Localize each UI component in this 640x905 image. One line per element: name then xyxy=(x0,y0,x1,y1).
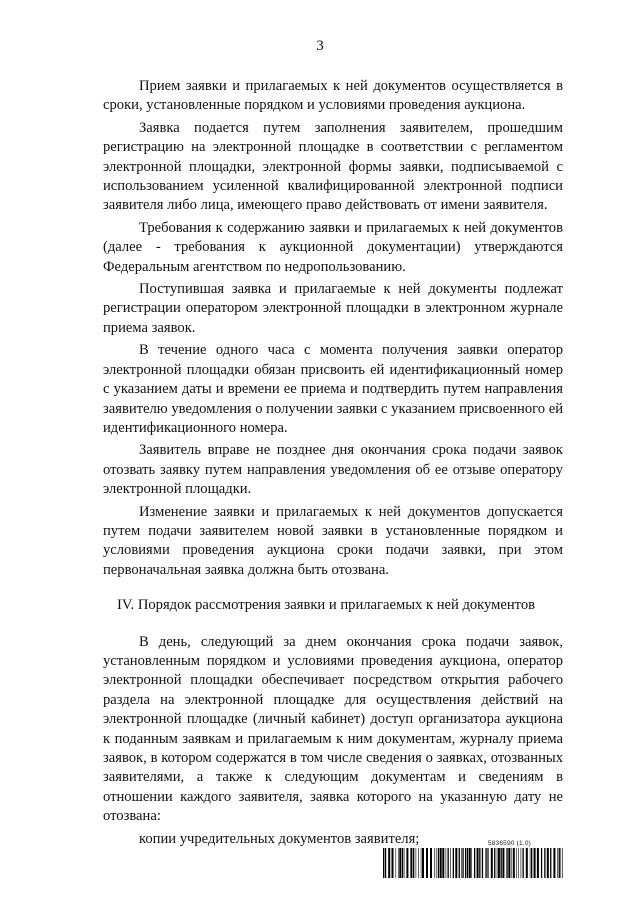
barcode-bar xyxy=(446,848,447,878)
barcode-bar xyxy=(392,848,394,878)
barcode-bar xyxy=(477,848,479,878)
barcode-bar xyxy=(491,848,493,878)
page-number: 3 xyxy=(316,38,324,54)
barcode-bar xyxy=(559,848,560,878)
paragraph: Изменение заявки и прилагаемых к ней документов допускается путем подачи заявителем новой заявки в установленные порядком и условиями проведения аукциона сроки подачи заявки, при этом первоначальная заявка должна быть отозвана. xyxy=(103,503,563,578)
barcode-bar xyxy=(467,848,468,878)
barcode-bar xyxy=(513,848,515,878)
barcode-bar xyxy=(383,848,384,878)
barcode-bar xyxy=(416,848,417,878)
barcode-bar xyxy=(418,848,419,878)
barcode-bar xyxy=(385,848,386,878)
barcode-block xyxy=(383,840,563,883)
barcode-bar xyxy=(469,848,471,878)
barcode-bar xyxy=(434,848,435,878)
barcode-bar xyxy=(471,848,472,878)
barcode-bar xyxy=(541,848,542,878)
barcode-bar xyxy=(557,848,558,878)
barcode-bar xyxy=(523,848,524,878)
barcode-bar xyxy=(436,848,437,878)
barcode-bar xyxy=(398,848,399,878)
barcode-bar xyxy=(544,848,545,878)
barcode-bar xyxy=(485,848,486,878)
barcode-bar xyxy=(561,848,562,878)
barcode-bar xyxy=(530,848,531,878)
paragraph: копии учредительных документов заявителя; xyxy=(139,830,420,847)
paragraph: Прием заявки и прилагаемых к ней документов осуществляется в сроки, установленные порядком и условиями проведения аукциона. xyxy=(103,78,563,114)
barcode-bar xyxy=(511,848,512,878)
barcode-bar xyxy=(488,848,489,878)
barcode-bar xyxy=(501,848,502,878)
barcode-bar xyxy=(497,848,498,878)
barcode-bar xyxy=(486,848,487,878)
barcode-bar xyxy=(402,848,403,878)
barcode-bar xyxy=(537,848,539,878)
barcode-bar xyxy=(479,848,480,878)
barcode-bar xyxy=(404,848,405,878)
section-heading: IV. Порядок рассмотрения заявки и прилагаемых к ней документов xyxy=(117,597,536,614)
barcode-bar xyxy=(482,848,483,878)
barcode-bar xyxy=(413,848,414,878)
paragraph: Заявка подается путем заполнения заявителем, прошедшим регистрацию на электронной площадке в соответствии с регламентом электронной площадки, электронной формы заявки, подписываемой с использованием усиленной квалифицированной электронной подписи заявителя либо лица, имеющего право действовать от имени заявителя. xyxy=(103,119,563,214)
barcode-bar xyxy=(410,848,412,878)
barcode-bar xyxy=(474,848,475,878)
barcode-bar xyxy=(422,848,424,878)
barcode-bar xyxy=(442,848,444,878)
barcode-bar xyxy=(498,848,500,878)
document-body xyxy=(103,77,563,852)
barcode-bar xyxy=(526,848,528,878)
barcode-bar xyxy=(494,848,495,878)
barcode-bar xyxy=(426,848,428,878)
barcode-bar xyxy=(448,848,449,878)
barcode-bar xyxy=(553,848,555,878)
barcode-bar xyxy=(430,848,432,878)
barcode-bar xyxy=(502,848,504,878)
barcode-number: 5836590 (1.0) xyxy=(487,840,531,847)
barcode-bar xyxy=(461,848,462,878)
barcode-bar xyxy=(455,848,457,878)
barcode-bar xyxy=(547,848,549,878)
barcode-bar xyxy=(450,848,451,878)
barcode-bar xyxy=(534,848,536,878)
barcode-bar xyxy=(465,848,466,878)
barcode-bar xyxy=(453,848,454,878)
barcode-bar xyxy=(508,848,510,878)
barcode-bar xyxy=(459,848,460,878)
barcode-bar xyxy=(462,848,463,878)
barcode-image xyxy=(383,848,563,878)
paragraph: В день, следующий за днем окончания срока подачи заявок, установленным порядком и условиями проведения аукциона, оператор электронной площадки обеспечивает посредством открытия рабочего раздела на электронной площадке для осуществления действий на электронной площадке (личный кабинет) доступ организатора аукциона к поданным заявкам и прилагаемым к ним документам, журналу приема заявок, в котором содержатся в том числе сведения о заявках, отозванных заявителями, а также к следующим документам и сведениям в отношении каждого заявителя, заявка которого на указанную дату не отозвана: xyxy=(103,633,563,825)
barcode-bar xyxy=(399,848,401,878)
barcode-bar xyxy=(531,848,532,878)
barcode-bar xyxy=(506,848,507,878)
paragraph: В течение одного часа с момента получения заявки оператор электронной площадки обязан присвоить ей идентификационный номер с указанием даты и времени ее приема и подтвердить путем направления заявителю уведомления о получении заявки с указанием присвоенного ей идентификационного номера. xyxy=(103,342,563,436)
barcode-bar xyxy=(440,848,442,878)
barcode-bar xyxy=(396,848,397,878)
barcode-bar xyxy=(388,848,390,878)
barcode-bar xyxy=(438,848,439,878)
paragraph: Требования к содержанию заявки и прилагаемых к ней документов (далее - требования к аукционной документации) утверждаются Федеральным агентством по недропользованию. xyxy=(103,219,563,275)
barcode-bar xyxy=(562,848,563,878)
paragraph: Поступившая заявка и прилагаемые к ней документы подлежат регистрации оператором электронной площадки в электронном журнале приема заявок. xyxy=(103,281,563,336)
paragraph: Заявитель вправе не позднее дня окончания срока подачи заявок отозвать заявку путем направления уведомления об ее отзыве оператору электронной площадки. xyxy=(103,442,563,498)
barcode-bar xyxy=(516,848,517,878)
barcode-bar xyxy=(518,848,519,878)
barcode-bar xyxy=(550,848,551,878)
barcode-bar xyxy=(521,848,522,878)
barcode-bar xyxy=(406,848,408,878)
barcode-bar xyxy=(421,848,422,878)
